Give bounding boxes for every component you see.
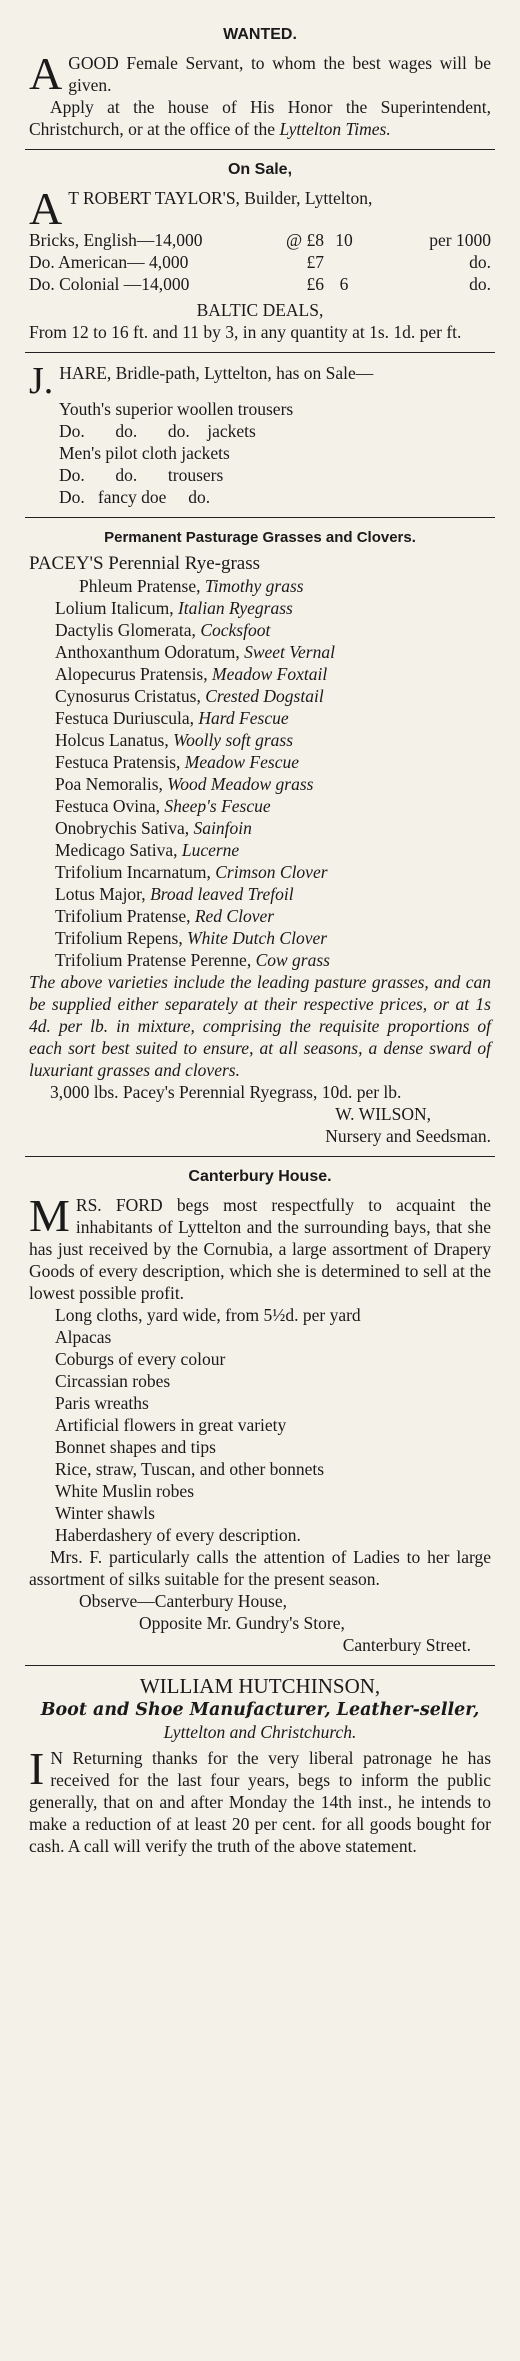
latin-name: Trifolium Incarnatum,: [55, 862, 216, 882]
latin-name: Cynosurus Cristatus,: [55, 686, 206, 706]
common-name: Sweet Vernal: [244, 642, 335, 662]
price-cell: @ £8: [286, 230, 324, 250]
ad-wanted: [25, 24, 495, 140]
common-name: Wood Meadow grass: [167, 774, 314, 794]
list-item: Coburgs of every colour: [55, 1349, 226, 1369]
price-cell: do.: [469, 252, 491, 272]
ad-heading: Permanent Pasturage Grasses and Clovers.: [104, 529, 416, 546]
common-name: Meadow Foxtail: [212, 664, 328, 684]
common-name: Cocksfoot: [200, 620, 271, 640]
ad-intro: HARE, Bridle-path, Lyttelton, has on Sale—: [59, 363, 374, 383]
ad-note: The above varieties include the leading pasture grasses, and can be supplied either separately at their respective prices, or at 1s 4d. per lb. in mixture, comprising the requisite proportions of each sort best suited to ensure, at all seasons, a dense sward of luxuriant grasses and clovers.: [29, 972, 491, 1080]
price-cell: do.: [469, 274, 491, 294]
grass-item: [29, 641, 491, 663]
ad-address: Opposite Mr. Gundry's Store,: [139, 1613, 345, 1633]
price-cell: £6: [306, 274, 324, 294]
divider: [25, 352, 495, 353]
latin-name: Dactylis Glomerata,: [55, 620, 201, 640]
list-item: Do. fancy doe do.: [59, 487, 211, 507]
latin-name: Alopecurus Pratensis,: [55, 664, 212, 684]
latin-name: Festuca Pratensis,: [55, 752, 185, 772]
latin-name: Festuca Duriuscula,: [55, 708, 199, 728]
list-item: Circassian robes: [55, 1371, 171, 1391]
divider: [25, 1156, 495, 1157]
list-item: Haberdashery of every description.: [55, 1525, 301, 1545]
ad-heading: Canterbury House.: [188, 1168, 332, 1185]
latin-name: Medicago Sativa,: [55, 840, 182, 860]
ad-address: Canterbury Street.: [342, 1635, 471, 1655]
ad-hutchinson: [25, 1675, 495, 1857]
latin-name: Poa Nemoralis,: [55, 774, 168, 794]
common-name: Crested Dogstail: [205, 686, 324, 706]
grass-item: [29, 773, 491, 795]
ad-note: Mrs. F. particularly calls the attention of Ladies to her large assortment of silks suitable for the present season.: [29, 1547, 491, 1589]
latin-name: Lotus Major,: [55, 884, 151, 904]
ad-hare: [25, 362, 495, 508]
common-name: Meadow Fescue: [184, 752, 299, 772]
list-item: Artificial flowers in great variety: [55, 1415, 287, 1435]
common-name: White Dutch Clover: [187, 928, 328, 948]
grass-item: [29, 861, 491, 883]
ad-trade: Boot and Shoe Manufacturer, Leather-seller,: [40, 1700, 480, 1720]
ad-grasses: [25, 527, 495, 1147]
ad-body: N Returning thanks for the very liberal patronage he has received for the last four years, begs to inform the public generally, that on and after Monday the 14th inst., he intends to make a reduction of at least 20 per cent. for all goods bought for cash. A call will verify the truth of the above statement.: [29, 1748, 491, 1856]
item-list: [29, 1304, 491, 1546]
grass-list: [29, 575, 491, 971]
common-name: Cow grass: [255, 950, 330, 970]
grass-item: [29, 795, 491, 817]
price-cell: Do. American— 4,000: [29, 252, 189, 272]
common-name: Sainfoin: [193, 818, 252, 838]
grass-item: [29, 663, 491, 685]
list-item: Paris wreaths: [55, 1393, 149, 1413]
ad-heading: WANTED.: [223, 26, 297, 43]
ad-place: Lyttelton and Christchurch.: [163, 1722, 357, 1742]
divider: [25, 1665, 495, 1666]
list-item: Youth's superior woollen trousers: [59, 399, 294, 419]
list-item: Men's pilot cloth jackets: [59, 443, 230, 463]
list-item: Do. do. do. jackets: [59, 421, 256, 441]
common-name: Timothy grass: [204, 576, 304, 596]
ad-heading: WILLIAM HUTCHINSON,: [139, 1674, 381, 1698]
list-item: Bonnet shapes and tips: [55, 1437, 216, 1457]
price-cell: Bricks, English—14,000: [29, 230, 203, 250]
newspaper-column: [25, 0, 495, 1857]
drop-cap: I: [29, 1743, 45, 1794]
item-list: [29, 398, 491, 508]
latin-name: Holcus Lanatus,: [55, 730, 174, 750]
latin-name: Trifolium Repens,: [55, 928, 188, 948]
grass-item: [29, 905, 491, 927]
list-item: Alpacas: [55, 1327, 112, 1347]
grass-item: [29, 685, 491, 707]
ad-offer: 3,000 lbs. Pacey's Perennial Ryegrass, 10d. per lb.: [50, 1082, 402, 1102]
ad-canterbury-house: [25, 1166, 495, 1656]
ad-address: Observe—Canterbury House,: [79, 1591, 288, 1611]
latin-name: Phleum Pratense,: [79, 576, 205, 596]
grass-item: [29, 729, 491, 751]
list-item: Winter shawls: [55, 1503, 155, 1523]
grass-item: [29, 883, 491, 905]
drop-cap: J.: [29, 360, 54, 402]
drop-cap: A: [29, 48, 63, 99]
list-item: Rice, straw, Tuscan, and other bonnets: [55, 1459, 325, 1479]
price-cell: [324, 251, 364, 273]
ad-intro: T ROBERT TAYLOR'S, Builder, Lyttelton,: [68, 188, 373, 208]
price-row: [29, 229, 491, 251]
price-cell: 10: [335, 230, 353, 250]
common-name: Crimson Clover: [215, 862, 328, 882]
latin-name: Trifolium Pratense,: [55, 906, 195, 926]
grass-item: [29, 751, 491, 773]
ad-heading: On Sale,: [227, 161, 293, 178]
common-name: Broad leaved Trefoil: [150, 884, 294, 904]
latin-name: Festuca Ovina,: [55, 796, 165, 816]
grass-item: [29, 575, 491, 597]
grass-item: [29, 817, 491, 839]
ad-on-sale: [25, 159, 495, 343]
first-item: PACEY'S Perennial Rye-grass: [29, 553, 261, 574]
grass-item: [29, 949, 491, 971]
price-cell: per 1000: [429, 230, 491, 250]
latin-name: Anthoxanthum Odoratum,: [55, 642, 245, 662]
price-row: [29, 251, 491, 273]
grass-item: [29, 839, 491, 861]
common-name: Red Clover: [194, 906, 275, 926]
latin-name: Trifolium Pratense Perenne,: [55, 950, 256, 970]
price-cell: £7: [306, 252, 324, 272]
paper-name: Lyttelton Times.: [279, 119, 391, 139]
divider: [25, 149, 495, 150]
price-cell: 6: [339, 274, 349, 294]
list-item: Long cloths, yard wide, from 5½d. per yard: [55, 1305, 361, 1325]
ad-subheading: BALTIC DEALS,: [196, 300, 324, 320]
latin-name: Onobrychis Sativa,: [55, 818, 194, 838]
divider: [25, 517, 495, 518]
common-name: Sheep's Fescue: [164, 796, 271, 816]
drop-cap: A: [29, 183, 63, 234]
ad-text: Apply at the house of His Honor the Superintendent, Christchurch, or at the office of the: [29, 97, 491, 139]
signature-title: Nursery and Seedsman.: [325, 1126, 491, 1146]
latin-name: Lolium Italicum,: [55, 598, 178, 618]
list-item: Do. do. trousers: [59, 465, 224, 485]
grass-item: [29, 619, 491, 641]
list-item: White Muslin robes: [55, 1481, 195, 1501]
drop-cap: M: [29, 1190, 70, 1241]
common-name: Lucerne: [181, 840, 240, 860]
signature-name: W. WILSON,: [335, 1104, 431, 1124]
grass-item: [29, 597, 491, 619]
ad-body: GOOD Female Servant, to whom the best wages will be given.: [68, 53, 491, 95]
price-cell: Do. Colonial —14,000: [29, 274, 190, 294]
common-name: Woolly soft grass: [173, 730, 294, 750]
common-name: Italian Ryegrass: [177, 598, 293, 618]
ad-text: From 12 to 16 ft. and 11 by 3, in any quantity at 1s. 1d. per ft.: [29, 322, 462, 342]
price-table: [29, 229, 491, 295]
price-row: [29, 273, 491, 295]
common-name: Hard Fescue: [198, 708, 289, 728]
grass-item: [29, 927, 491, 949]
ad-intro: RS. FORD begs most respectfully to acquaint the inhabitants of Lyttelton and the surrounding bays, that she has just received by the Cornubia, a large assortment of Drapery Goods of every description, which she is determined to sell at the lowest possible profit.: [29, 1195, 491, 1303]
grass-item: [29, 707, 491, 729]
